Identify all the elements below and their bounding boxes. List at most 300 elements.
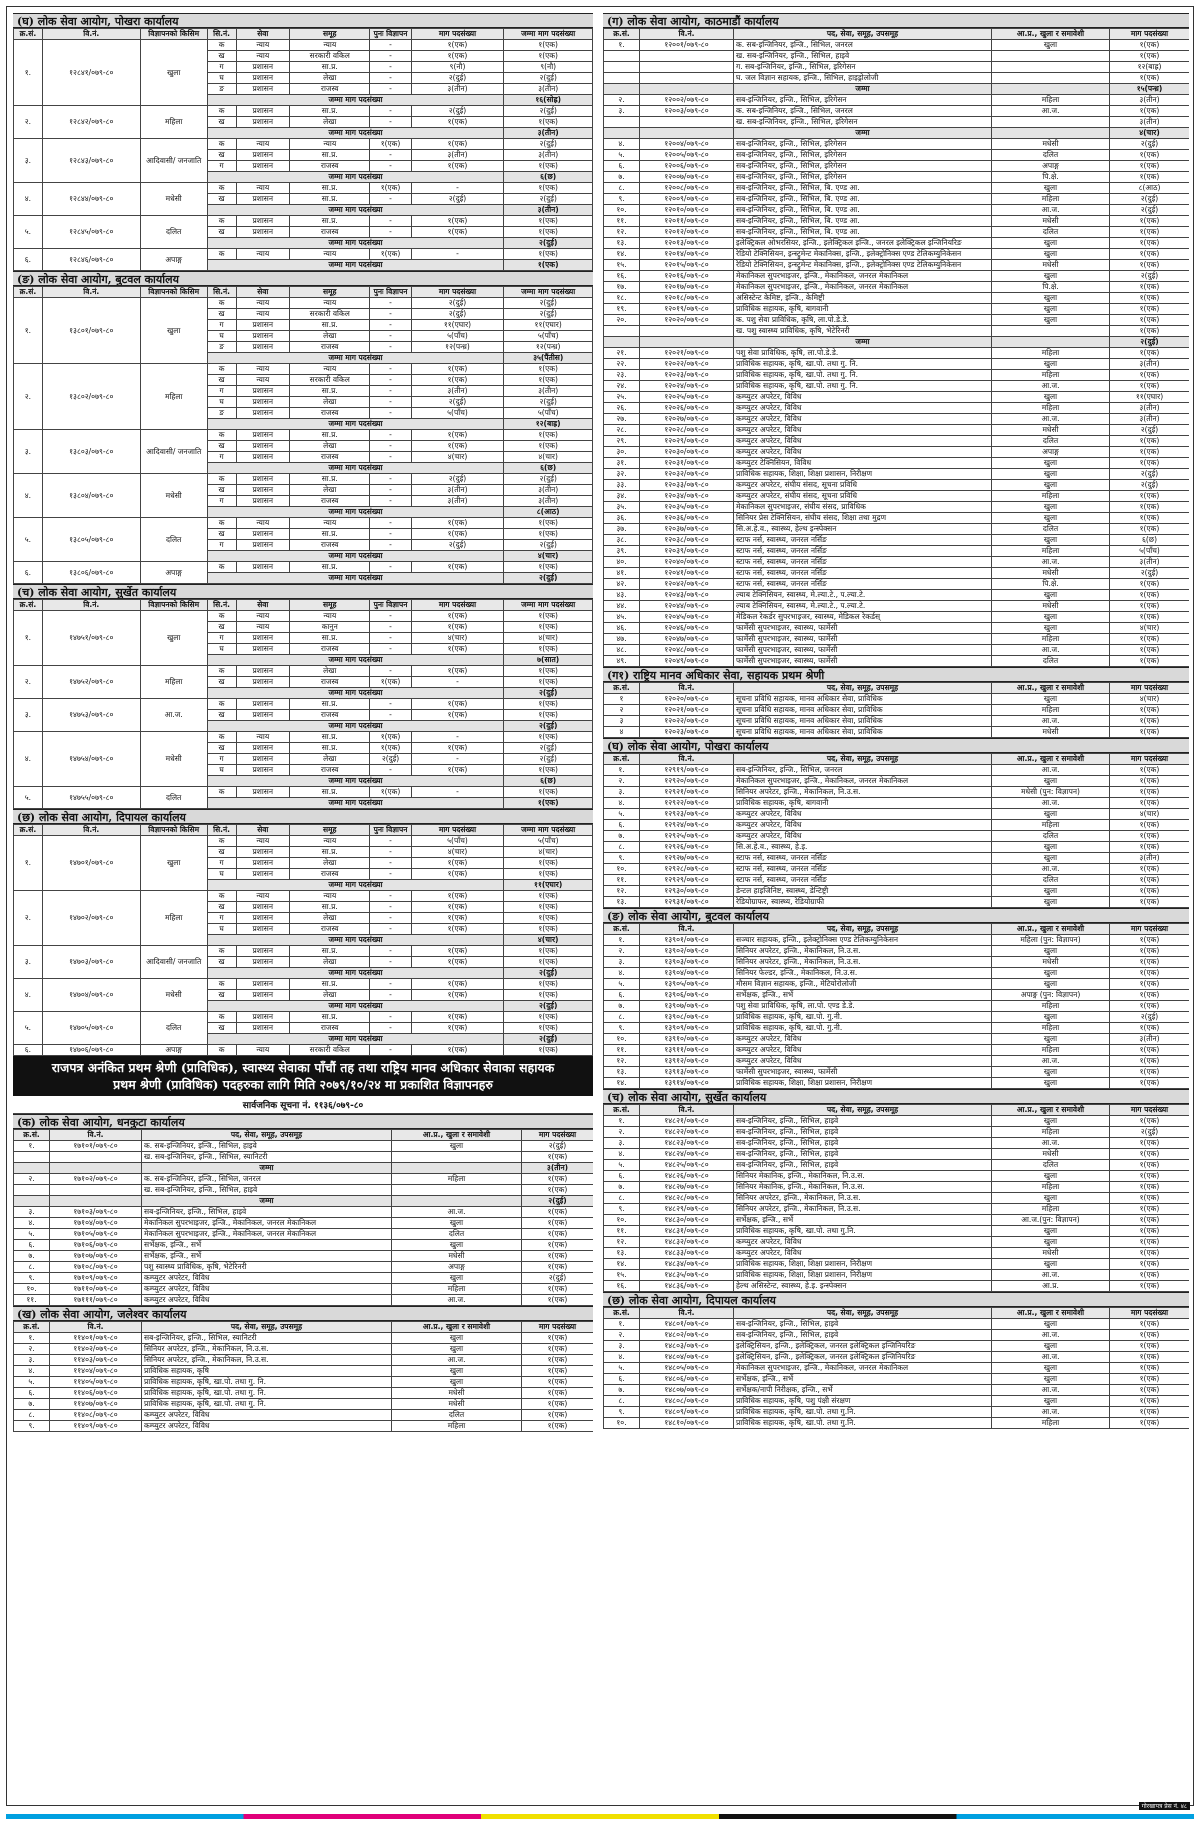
table-cell: खुला bbox=[992, 1363, 1110, 1374]
table-cell: ४. bbox=[604, 1149, 640, 1160]
table-cell: सिनियर अपरेटर, इन्जि., मेकानिकल, नि.उ.स. bbox=[734, 957, 992, 968]
adv-kind-cell: दलित bbox=[140, 787, 207, 809]
table-header bbox=[14, 287, 593, 298]
table-cell: क bbox=[207, 611, 236, 622]
table-cell: १२९१९/०७९-८० bbox=[640, 765, 734, 776]
table-cell: राजस्व bbox=[290, 924, 370, 935]
table-cell: १(एक) bbox=[1110, 260, 1190, 271]
table-row bbox=[14, 979, 593, 990]
table-cell: मधेसी bbox=[992, 216, 1110, 227]
table-cell: सिनियर अपरेटर, इन्जि., मेकानिकल, नि.उ.स. bbox=[734, 1204, 992, 1215]
table-cell: ख bbox=[207, 375, 236, 386]
table-cell: प्रशासन bbox=[236, 754, 290, 765]
table-cell: प्रशासन bbox=[236, 150, 290, 161]
table-cell: महिला bbox=[992, 1045, 1110, 1056]
table-row bbox=[604, 1330, 1190, 1341]
table-cell: ७. bbox=[604, 172, 640, 183]
table-cell bbox=[50, 1163, 142, 1174]
table-cell: क bbox=[207, 364, 236, 375]
table-cell: १२९२९/०७९-८० bbox=[640, 875, 734, 886]
table-header bbox=[604, 1308, 1190, 1319]
column-header: विज्ञापनको किसिम bbox=[140, 825, 207, 836]
table-cell: २(दुई) bbox=[504, 73, 593, 84]
table-cell: - bbox=[370, 496, 411, 507]
table-cell: खुला bbox=[992, 1034, 1110, 1045]
table-cell: प्राविधिक सहायक, कृषि, खा.पो. गु.नी. bbox=[734, 1023, 992, 1034]
table-cell: घ bbox=[207, 869, 236, 880]
table-row bbox=[604, 1001, 1190, 1012]
table-cell: ७. bbox=[14, 1251, 50, 1262]
table-cell: १(एक) bbox=[1110, 1352, 1190, 1363]
banner-line-1: राजपत्र अनंकित प्रथम श्रेणी (प्राविधिक), स्वास्थ्य सेवाका पाँचौं तह तथा राष्ट्रिय मानव अधिकार सेवाका सहायक bbox=[51, 1060, 555, 1075]
total-value: ११(एघार) bbox=[504, 880, 593, 891]
table-cell: प्रशासन bbox=[236, 194, 290, 205]
column-header: वि.नं. bbox=[640, 754, 734, 765]
table-row bbox=[14, 1229, 594, 1240]
table-cell: सि.अ.हे.व., स्वास्थ्य, हे.इ. bbox=[734, 842, 992, 853]
table-cell: १(एक) bbox=[1110, 968, 1190, 979]
table-cell: राजस्व bbox=[290, 540, 370, 551]
table-cell: १(एक) bbox=[411, 710, 504, 721]
table-cell: १(एक) bbox=[1110, 436, 1190, 447]
table-cell: रेडियो टेक्निसियन, इन्स्ट्रुमेन्ट मेकानिक्स, इन्जि., इलेक्ट्रोनिक्स एण्ड टेलिकम्युनिकेसन bbox=[734, 260, 992, 271]
table-cell: अपाङ्ग (पुन: विज्ञापन) bbox=[992, 990, 1110, 1001]
table-cell: १(एक) bbox=[1110, 946, 1190, 957]
table-cell: सा.प्र. bbox=[290, 216, 370, 227]
table-cell: १(एक) bbox=[1110, 1045, 1190, 1056]
column-header: वि.नं. bbox=[42, 600, 140, 611]
table-cell: २(दुई) bbox=[411, 474, 504, 485]
table-cell: १(एक) bbox=[1110, 513, 1190, 524]
table-cell bbox=[640, 117, 734, 128]
table-cell: सा.प्र. bbox=[290, 946, 370, 957]
table-cell: मधेसी bbox=[392, 1399, 522, 1410]
table-row bbox=[604, 1341, 1190, 1352]
table-cell: खुला bbox=[992, 590, 1110, 601]
table-cell: १(एक) bbox=[1110, 40, 1190, 51]
surkhet-tech-section-heading: (च) लोक सेवा आयोग, सुर्खेत कार्यालय bbox=[603, 1089, 1189, 1104]
table-cell: सर्भेक्षक, इन्जि., सर्भे bbox=[142, 1240, 392, 1251]
table-cell: १(एक) bbox=[522, 1295, 594, 1306]
table-cell: ७. bbox=[604, 1001, 640, 1012]
table-cell: जम्मा bbox=[734, 128, 992, 139]
table-cell: स्टाफ नर्स, स्वास्थ्य, जनरल नर्सिङ bbox=[734, 875, 992, 886]
table-cell: प्रशासन bbox=[236, 957, 290, 968]
table-cell: ३(तीन) bbox=[1110, 1034, 1190, 1045]
table-row bbox=[604, 1056, 1190, 1067]
table-cell: १(एक) bbox=[1110, 1385, 1190, 1396]
table-row bbox=[604, 1259, 1190, 1270]
table-cell: आ.ज. bbox=[992, 864, 1110, 875]
adv-kind-cell: दलित bbox=[140, 1012, 207, 1045]
table-cell: ११. bbox=[604, 1226, 640, 1237]
serial-cell: ५. bbox=[14, 787, 43, 809]
table-cell: महिला bbox=[392, 1421, 522, 1432]
table-cell: क bbox=[207, 216, 236, 227]
column-header: क्र.सं. bbox=[14, 29, 43, 40]
table-cell: २(दुई) bbox=[411, 397, 504, 408]
table-cell: सर्भेक्षक, इन्जि., सर्भे bbox=[142, 1251, 392, 1262]
table-cell: खुला bbox=[392, 1141, 522, 1152]
table-cell: मेकानिकल सुपरभाइजर, इन्जि., मेकानिकल, जनरल मेकानिकल bbox=[734, 1363, 992, 1374]
table-cell: - bbox=[370, 957, 411, 968]
table-cell: १(एक) bbox=[504, 957, 593, 968]
table-row bbox=[604, 864, 1190, 875]
butwal-tech-section-table bbox=[603, 923, 1189, 1089]
table-cell: - bbox=[370, 73, 411, 84]
table-cell: १२०१३/०७९-८० bbox=[640, 238, 734, 249]
table-header bbox=[14, 29, 593, 40]
table-cell: १२०४६/०७९-८० bbox=[640, 623, 734, 634]
table-cell: १(एक) bbox=[411, 666, 504, 677]
table-cell: खुला bbox=[992, 513, 1110, 524]
table-cell: ३(तीन) bbox=[411, 485, 504, 496]
total-value: २(दुई) bbox=[504, 1034, 593, 1045]
table-header bbox=[604, 29, 1190, 40]
table-cell: प्रशासन bbox=[236, 227, 290, 238]
table-cell: आ.ज. bbox=[392, 1207, 522, 1218]
table-row bbox=[604, 612, 1190, 623]
table-cell: - bbox=[370, 320, 411, 331]
table-cell: महिला bbox=[992, 546, 1110, 557]
table-cell: सा.प्र. bbox=[290, 320, 370, 331]
table-cell: १(एक) bbox=[504, 765, 593, 776]
table-cell: १२. bbox=[604, 1237, 640, 1248]
adv-number-cell: १४७०६/०७९-८० bbox=[42, 1045, 140, 1056]
table-cell: ख. पशु स्वास्थ्य प्राविधिक, कृषि, भेटेरिनरी bbox=[734, 326, 992, 337]
table-cell: १२०४४/०७९-८० bbox=[640, 601, 734, 612]
total-label: जम्मा माग पदसंख्या bbox=[207, 507, 504, 518]
table-cell: १(एक) bbox=[522, 1377, 594, 1388]
adv-kind-cell: आदिवासी/ जनजाति bbox=[140, 430, 207, 474]
table-cell: १(एक) bbox=[1110, 1078, 1190, 1089]
table-cell: - bbox=[370, 408, 411, 419]
column-header: आ.प्र., खुला र समावेशी bbox=[992, 1308, 1110, 1319]
table-cell: १(एक) bbox=[504, 990, 593, 1001]
table-row bbox=[604, 1182, 1190, 1193]
table-cell: प्राविधिक सहायक, कृषि, खा.पो. तथा गु.नि. bbox=[734, 1226, 992, 1237]
table-cell: घ bbox=[207, 924, 236, 935]
table-cell: स्टाफ नर्स, स्वास्थ्य, जनरल नर्सिङ bbox=[734, 557, 992, 568]
table-cell: १२०१८/०७९-८० bbox=[640, 293, 734, 304]
table-cell: क. पशु सेवा प्राविधिक, कृषि, ला.पो.डे.डे. bbox=[734, 315, 992, 326]
table-cell: राजस्व bbox=[290, 227, 370, 238]
color-registration-strip bbox=[6, 1814, 1194, 1819]
table-cell: - bbox=[370, 342, 411, 353]
table-cell bbox=[14, 1196, 50, 1207]
table-row bbox=[604, 392, 1190, 403]
column-header: सेवा bbox=[236, 825, 290, 836]
table-cell: सिनियर अपरेटर, इन्जि., मेकानिकल, नि.उ.स. bbox=[142, 1344, 392, 1355]
table-row bbox=[604, 414, 1190, 425]
table-row bbox=[14, 139, 593, 150]
serial-cell: ६. bbox=[14, 1045, 43, 1056]
table-cell: स्टाफ नर्स, स्वास्थ्य, जनरल नर्सिङ bbox=[734, 535, 992, 546]
table-cell: १(एक) bbox=[1110, 293, 1190, 304]
table-cell: प्राविधिक सहायक, शिक्षा, शिक्षा प्रशासन, निरीक्षण bbox=[734, 1270, 992, 1281]
table-cell: १(एक) bbox=[1110, 957, 1190, 968]
serial-cell: ६. bbox=[14, 249, 43, 271]
table-cell: १(एक) bbox=[504, 249, 593, 260]
table-row bbox=[604, 524, 1190, 535]
table-cell: स्टाफ नर्स, स्वास्थ्य, जनरल नर्सिङ bbox=[734, 853, 992, 864]
table-cell: दलित bbox=[392, 1410, 522, 1421]
table-cell: महिला bbox=[992, 634, 1110, 645]
table-row bbox=[604, 293, 1190, 304]
table-row bbox=[604, 403, 1190, 414]
serial-cell: ३. bbox=[14, 139, 43, 183]
total-value: ६(छ) bbox=[504, 172, 593, 183]
table-cell: सिनियर मेकानिक, इन्जि., मेकानिकल, नि.उ.स. bbox=[734, 1182, 992, 1193]
table-cell: १(एक) bbox=[1110, 897, 1190, 908]
announcement-banner bbox=[13, 1056, 593, 1096]
table-cell bbox=[992, 337, 1110, 348]
adv-kind-cell: महिला bbox=[140, 106, 207, 139]
table-cell: ग bbox=[207, 452, 236, 463]
table-cell: सा.प्र. bbox=[290, 430, 370, 441]
table-cell: १२०३३/०७९-८० bbox=[640, 480, 734, 491]
table-cell: न्याय bbox=[290, 249, 370, 260]
table-cell: आ.ज. bbox=[992, 765, 1110, 776]
table-cell: सा.प्र. bbox=[290, 183, 370, 194]
table-cell: मधेसी bbox=[392, 1388, 522, 1399]
table-cell: न्याय bbox=[290, 364, 370, 375]
table-cell: २(दुई) bbox=[504, 397, 593, 408]
table-cell: आ.ज. bbox=[992, 1352, 1110, 1363]
table-cell: १(एक) bbox=[1110, 491, 1190, 502]
table-row bbox=[604, 897, 1190, 908]
table-cell: क. सब-इन्जिनियर, इन्जि., सिभिल, हाइवे bbox=[142, 1141, 392, 1152]
table-cell: ५. bbox=[14, 1229, 50, 1240]
table-cell: १२०१९/०७९-८० bbox=[640, 304, 734, 315]
adv-number-cell: १४७५५/०७९-८० bbox=[42, 787, 140, 809]
table-cell: - bbox=[370, 51, 411, 62]
table-cell: प्रशासन bbox=[236, 474, 290, 485]
table-cell: पि.क्षे. bbox=[992, 282, 1110, 293]
table-row bbox=[604, 381, 1190, 392]
table-cell: ४. bbox=[604, 139, 640, 150]
table-cell bbox=[640, 51, 734, 62]
total-label: जम्मा माग पदसंख्या bbox=[207, 551, 504, 562]
dhankuta-section-heading: (क) लोक सेवा आयोग, धनकुटा कार्यालय bbox=[13, 1114, 593, 1129]
table-cell: ११४०१/०७९-८० bbox=[50, 1333, 142, 1344]
table-row bbox=[604, 946, 1190, 957]
column-header: पुनः विज्ञापन bbox=[370, 29, 411, 40]
table-cell: क bbox=[207, 891, 236, 902]
pokhara-tech-section-heading: (घ) लोक सेवा आयोग, पोखरा कार्यालय bbox=[603, 738, 1189, 753]
table-cell: ३१. bbox=[604, 458, 640, 469]
table-cell: ४. bbox=[604, 798, 640, 809]
table-cell: २८. bbox=[604, 425, 640, 436]
table-cell: १(एक) bbox=[1110, 381, 1190, 392]
table-cell: ११(एघार) bbox=[504, 320, 593, 331]
table-cell: ग bbox=[207, 754, 236, 765]
table-cell: सब-इन्जिनियर, इन्जि., सिभिल, हाइवे bbox=[734, 1127, 992, 1138]
table-cell bbox=[640, 326, 734, 337]
table-cell: सब-इन्जिनियर, इन्जि., सिभिल, हाइवे bbox=[734, 1116, 992, 1127]
table-cell: १४८२७/०७९-८० bbox=[640, 1182, 734, 1193]
table-cell: न्याय bbox=[236, 139, 290, 150]
adv-kind-cell: महिला bbox=[140, 364, 207, 430]
table-cell: १२०३५/०७९-८० bbox=[640, 502, 734, 513]
table-cell: १(एक) bbox=[370, 743, 411, 754]
table-cell: कम्प्युटर अपरेटर, विविध bbox=[142, 1273, 392, 1284]
table-row bbox=[14, 836, 593, 847]
table-cell: १२०२३/०७९-८० bbox=[640, 370, 734, 381]
column-header: क्र.सं. bbox=[604, 754, 640, 765]
table-cell: - bbox=[370, 227, 411, 238]
column-header: पद, सेवा, समूह, उपसमूह bbox=[734, 29, 992, 40]
table-cell: सिनियर अपरेटर, इन्जि., मेकानिकल, नि.उ.स. bbox=[142, 1355, 392, 1366]
total-value: १(एक) bbox=[504, 260, 593, 271]
table-cell: ३(तीन) bbox=[411, 496, 504, 507]
table-cell: १(एक) bbox=[504, 1045, 593, 1056]
table-cell: प्राविधिक सहायक, कृषि, खा.पो. तथा गु.नि. bbox=[734, 1407, 992, 1418]
table-cell: मेकानिकल सुपरभाइजर, इन्जि., मेकानिकल, जनरल मेकानिकल bbox=[734, 271, 992, 282]
table-row bbox=[604, 238, 1190, 249]
table-cell: न्याय bbox=[290, 139, 370, 150]
table-cell: ख bbox=[207, 485, 236, 496]
total-label: जम्मा माग पदसंख्या bbox=[207, 776, 504, 787]
table-cell: १२०१२/०७९-८० bbox=[640, 227, 734, 238]
table-cell: २(दुई) bbox=[1110, 1012, 1190, 1023]
table-cell: प्राविधिक सहायक, कृषि, खा.पो. तथा गु. नि. bbox=[734, 370, 992, 381]
table-cell: प्राविधिक सहायक, शिक्षा, शिक्षा प्रशासन, निरीक्षण bbox=[734, 1259, 992, 1270]
table-cell: न्याय bbox=[236, 836, 290, 847]
table-cell: १४८०३/०७९-८० bbox=[640, 1341, 734, 1352]
table-cell: महिला bbox=[392, 1284, 522, 1295]
total-value: ३(तीन) bbox=[504, 128, 593, 139]
table-cell: - bbox=[411, 754, 504, 765]
table-cell: १(एक) bbox=[1110, 227, 1190, 238]
table-cell: आ.ज. bbox=[992, 381, 1110, 392]
table-row bbox=[604, 425, 1190, 436]
table-row bbox=[14, 1262, 594, 1273]
table-cell: २(दुई) bbox=[504, 298, 593, 309]
table-cell: न्याय bbox=[236, 732, 290, 743]
table-cell: १(एक) bbox=[1110, 716, 1190, 727]
table-cell: ङ bbox=[207, 408, 236, 419]
table-cell: ९. bbox=[604, 853, 640, 864]
table-cell: १(एक) bbox=[1110, 1281, 1190, 1292]
table-cell: आ.ज. bbox=[992, 557, 1110, 568]
column-header: माग पदसंख्या bbox=[411, 600, 504, 611]
table-cell: १(एक) bbox=[504, 441, 593, 452]
table-row bbox=[604, 1171, 1190, 1182]
pokhara-tech-section-table bbox=[603, 753, 1189, 908]
table-cell: प्रशासन bbox=[236, 562, 290, 573]
table-cell: - bbox=[370, 430, 411, 441]
table-cell: प्रशासन bbox=[236, 787, 290, 798]
column-header: सेवा bbox=[236, 287, 290, 298]
table-cell: १(एक) bbox=[1110, 1116, 1190, 1127]
table-cell: १२००५/०७९-८० bbox=[640, 150, 734, 161]
table-cell: लेखा bbox=[290, 990, 370, 1001]
table-row bbox=[14, 1141, 594, 1152]
table-row bbox=[604, 1226, 1190, 1237]
table-cell: १(एक) bbox=[411, 40, 504, 51]
table-cell: १(एक) bbox=[1110, 51, 1190, 62]
table-cell: १४८०५/०७९-८० bbox=[640, 1363, 734, 1374]
table-cell: सब-इन्जिनियर, इन्जि., सिभिल, हाइवे bbox=[734, 1330, 992, 1341]
table-cell: १३९१२/०७९-८० bbox=[640, 1056, 734, 1067]
table-cell: ग bbox=[207, 540, 236, 551]
table-cell: १२०४२/०७९-८० bbox=[640, 579, 734, 590]
total-label: जम्मा माग पदसंख्या bbox=[207, 688, 504, 699]
table-cell: २(दुई) bbox=[1110, 568, 1190, 579]
table-cell: खुला bbox=[992, 1341, 1110, 1352]
table-cell: १(एक) bbox=[411, 1023, 504, 1034]
table-cell: सिनियर अपरेटर, इन्जि., मेकानिकल, नि.उ.स. bbox=[734, 946, 992, 957]
table-cell: सब-इन्जिनियर, इन्जि., सिभिल, हाइवे bbox=[142, 1207, 392, 1218]
table-cell: १(एक) bbox=[1110, 326, 1190, 337]
table-cell: - bbox=[411, 787, 504, 798]
table-cell: सब-इन्जिनियर, इन्जि., सिभिल, बि. एण्ड आ. bbox=[734, 194, 992, 205]
table-cell: ग bbox=[207, 858, 236, 869]
table-cell: महिला bbox=[992, 403, 1110, 414]
table-cell: ४०. bbox=[604, 557, 640, 568]
table-cell: क bbox=[207, 946, 236, 957]
table-cell: १(एक) bbox=[411, 743, 504, 754]
table-cell: १(एक) bbox=[1110, 1363, 1190, 1374]
table-row bbox=[604, 798, 1190, 809]
table-cell: न्याय bbox=[236, 611, 290, 622]
table-cell: सब-इन्जिनियर, इन्जि., सिभिल, बि. एण्ड आ. bbox=[734, 216, 992, 227]
table-cell: २. bbox=[604, 95, 640, 106]
table-cell: १(एक) bbox=[1110, 150, 1190, 161]
table-cell: १२०२०/०७९-८० bbox=[640, 694, 734, 705]
table-row bbox=[604, 1248, 1190, 1259]
table-cell: १२०२०/०७९-८० bbox=[640, 315, 734, 326]
table-cell: १(एक) bbox=[411, 979, 504, 990]
table-cell: १(एक) bbox=[522, 1284, 594, 1295]
table-cell: १(एक) bbox=[504, 227, 593, 238]
table-cell: - bbox=[370, 529, 411, 540]
table-cell: लेखा bbox=[290, 117, 370, 128]
table-cell: १४८३४/०७९-८० bbox=[640, 1259, 734, 1270]
table-cell: सा.प्र. bbox=[290, 902, 370, 913]
table-row bbox=[14, 1295, 594, 1306]
table-cell: ६. bbox=[604, 1171, 640, 1182]
total-row bbox=[14, 1163, 594, 1174]
table-cell: १(एक) bbox=[504, 924, 593, 935]
table-cell: सूचना प्रविधि सहायक, मानव अधिकार सेवा, प्राविधिक bbox=[734, 716, 992, 727]
public-notice-number: सार्वजनिक सूचना नं. ११३६/०७९-८० bbox=[13, 1096, 593, 1114]
table-cell: २. bbox=[604, 1330, 640, 1341]
press-imprint: गोरखापत्र प्रेस नं. ४८ bbox=[1139, 1802, 1190, 1810]
table-row bbox=[604, 727, 1190, 738]
column-header: पद, सेवा, समूह, उपसमूह bbox=[734, 924, 992, 935]
table-cell: १(एक) bbox=[411, 51, 504, 62]
table-cell: खुला bbox=[992, 469, 1110, 480]
table-cell: सि.अ.हे.व., स्वास्थ्य, हेल्थ इन्स्पेक्सन bbox=[734, 524, 992, 535]
table-row bbox=[604, 282, 1190, 293]
table-row bbox=[604, 776, 1190, 787]
table-row bbox=[604, 95, 1190, 106]
column-header: क्र.सं. bbox=[604, 29, 640, 40]
table-cell: ४२. bbox=[604, 579, 640, 590]
table-cell: राजस्व bbox=[290, 710, 370, 721]
table-cell: ४८. bbox=[604, 645, 640, 656]
table-cell: कम्प्युटर अपरेटर, विविध bbox=[142, 1284, 392, 1295]
table-cell: १(एक) bbox=[504, 430, 593, 441]
table-cell: १(एक) bbox=[1110, 1341, 1190, 1352]
table-cell bbox=[50, 1185, 142, 1196]
table-cell: कम्प्युटर अपरेटर, विविध bbox=[142, 1295, 392, 1306]
table-cell: - bbox=[370, 562, 411, 573]
table-row bbox=[14, 946, 593, 957]
surkhet-tech-section-table bbox=[603, 1104, 1189, 1292]
